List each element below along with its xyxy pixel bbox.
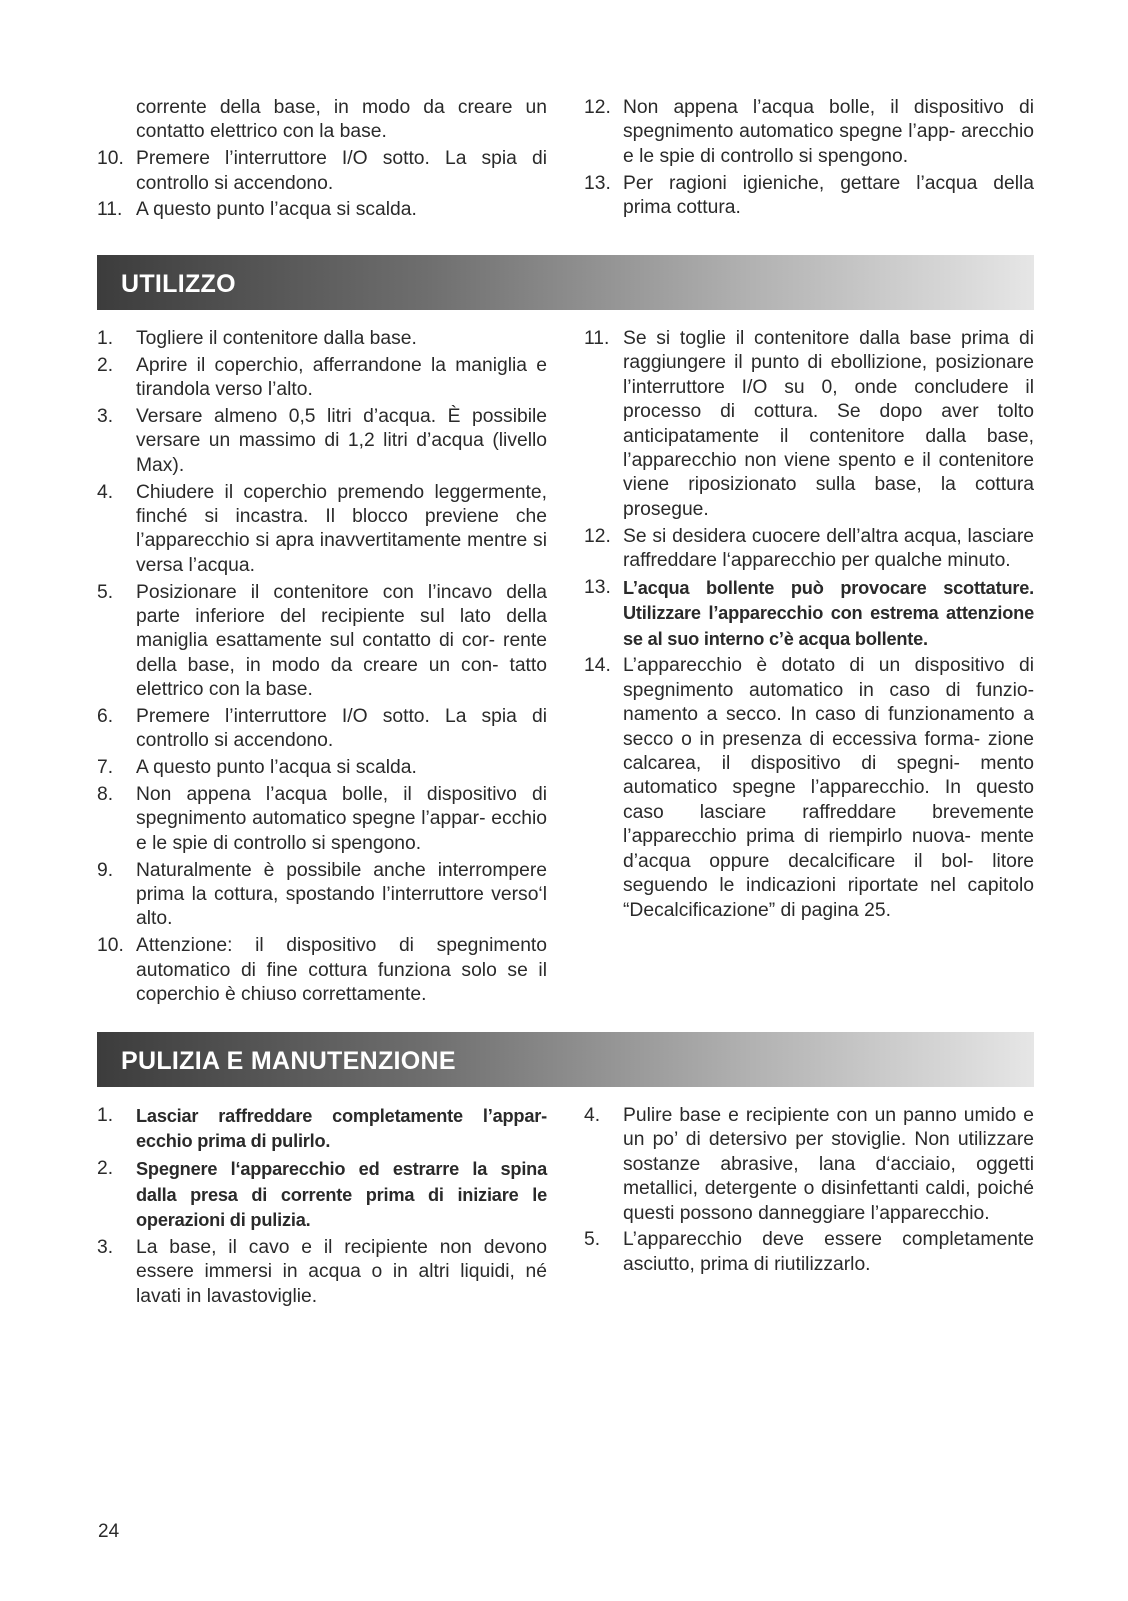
item-text: Pulire base e recipiente con un panno umido e un po’ di detersivo per stoviglie. Non utilizzare sostanze abrasive, lana d‘acciaio, oggetti metallici, detergente o disinfettanti caldi, poiché questi possono danneggiare l’apparecchio. [623,1105,1034,1224]
list-item [584,96,1034,169]
item-number: 6. [97,706,114,728]
section-title: PULIZIA E MANUTENZIONE [121,1047,456,1075]
list-item [584,654,1034,922]
item-number: 10. [97,935,124,957]
list-item [97,198,547,222]
list-item [97,147,547,196]
list-item [97,481,547,579]
item-text: Premere l’interruttore I/O sotto. La spia di controllo si accendono. [136,148,547,194]
item-number: 4. [97,481,114,503]
list-item [584,525,1034,574]
list-item [97,405,547,478]
item-text: A questo punto l’acqua si scalda. [136,199,417,221]
item-number: 13. [584,172,611,194]
item-text: Per ragioni igieniche, gettare l’acqua della prima cottura. [623,172,1034,219]
pulizia-left-list [97,1104,547,1309]
item-text: Versare almeno 0,5 litri d’acqua. È possibile versare un massimo di 1,2 litri d’acqua (livello Max). [136,406,547,476]
pulizia-left-column [97,1104,547,1311]
item-text: L’apparecchio deve essere completamente asciutto, prima di riutilizzarlo. [623,1229,1034,1275]
pulizia-right-list [584,1104,1034,1277]
utilizzo-right-list [584,327,1034,923]
item-text: A questo punto l’acqua si scalda. [136,757,417,779]
list-item [97,934,547,1007]
item-number: 10. [97,148,124,170]
list-item [97,783,547,856]
item-text: Naturalmente è possibile anche interrompere prima la cottura, spostando l’interruttore verso‘l alto. [136,859,547,930]
item-number: 11. [97,199,123,221]
item-text: Posizionare il contenitore con l’incavo della parte inferiore del recipiente sul lato della maniglia esattamente sul contatto di cor- rente della base, in modo da creare un con- tatto elettrico con la base. [136,581,547,701]
list-item [584,1228,1034,1277]
item-text: Togliere il contenitore dalla base. [136,328,417,349]
item-text: Aprire il coperchio, afferrandone la maniglia e tirandola verso l’alto. [136,354,547,401]
top-left-column [97,96,547,225]
page-number: 24 [98,1521,120,1542]
item-number: 5. [97,581,114,603]
list-item-warning [584,576,1034,652]
item-number: 13. [584,576,611,598]
item-number: 8. [97,784,114,806]
item-text: La base, il cavo e il recipiente non devono essere immersi in acqua o in altri liquidi, né lavati in lavastoviglie. [136,1236,547,1307]
utilizzo-right-column [584,327,1034,925]
item-text: Attenzione: il dispositivo di spegnimento automatico di fine cottura funziona solo se il coperchio è chiuso correttamente. [136,935,547,1006]
list-item-warning [97,1157,547,1233]
utilizzo-left-list [97,327,547,1007]
item-text: Chiudere il coperchio premendo leggermente, finché si incastra. Il blocco previene che l’apparecchio si apra inavvertitamente mentre si versa l’acqua. [136,481,547,576]
section-title: UTILIZZO [121,270,236,298]
item-number: 12. [584,525,611,547]
list-item [584,1104,1034,1226]
item-number: 11. [584,328,610,349]
item-number: 5. [584,1229,601,1251]
item-number: 9. [97,859,114,881]
item-number: 3. [97,406,114,427]
item-number: 12. [584,97,611,118]
item-number: 2. [97,354,114,376]
list-item-warning [97,1104,547,1155]
list-item [97,327,547,351]
section-header-utilizzo [97,255,1034,310]
item-text: L’apparecchio è dotato di un dispositivo di spegnimento automatico in caso di funzio- namento a secco. In caso di funzionamento a secco o in presenza di eccessiva forma- zione calcarea, il dispositivo di spegni- mento automatico spegne l’apparecchio. In questo caso lasciare raffreddare brevemente l’apparecchio prima di riempirlo nuova- mente d’acqua oppure decalcificare il bol- litore seguendo le indicazioni riportate nel capitolo “Decalcificazione” di pagina 25. [623,655,1034,921]
list-item [97,859,547,932]
item-text: L’acqua bollente può provocare scottature. Utilizzare l’apparecchio con estrema attenzione se al suo interno c’è acqua bollente. [623,577,1034,649]
item-text: Premere l’interruttore I/O sotto. La spia di controllo si accendono. [136,706,547,752]
section-header-pulizia [97,1032,1034,1087]
item-number: 2. [97,1158,114,1180]
list-item [97,581,547,703]
pulizia-right-column [584,1104,1034,1280]
item-text: Se si toglie il contenitore dalla base prima di raggiungere il punto di ebollizione, posizionare l’interruttore I/O su 0, onde concludere il processo di cottura. Se dopo aver tolto anticipatamente il contenitore dalla base, l’apparecchio non viene spento e il contenitore viene riposizionato sulla base, la cottura prosegue. [623,328,1034,520]
item-number: 14. [584,655,611,677]
item-number: 4. [584,1105,601,1126]
item-text: Non appena l’acqua bolle, il dispositivo di spegnimento automatico spegne l’app- arecchio e le spie di controllo si spengono. [623,97,1034,167]
item-text: Spegnere l‘apparecchio ed estrarre la spina dalla presa di corrente prima di iniziare le operazioni di pulizia. [136,1159,547,1231]
list-item [584,327,1034,522]
utilizzo-left-column [97,327,547,1010]
list-item [97,705,547,754]
item-number: 1. [97,328,114,349]
list-item [97,756,547,780]
list-item [97,1236,547,1309]
top-left-list [97,147,547,223]
top-right-column [584,96,1034,223]
list-item [97,354,547,403]
item-text: Se si desidera cuocere dell’altra acqua, lasciare raffreddare l‘apparecchio per qualche minuto. [623,525,1034,572]
item-number: 3. [97,1236,114,1258]
item-number: 1. [97,1105,114,1126]
top-right-list [584,96,1034,220]
item-text: Non appena l’acqua bolle, il dispositivo di spegnimento automatico spegne l’appar- ecchio e le spie di controllo si spengono. [136,784,547,854]
item-text: Lasciar raffreddare completamente l’appar- ecchio prima di pulirlo. [136,1106,547,1152]
list-item-continuation: corrente della base, in modo da creare un contatto elettrico con la base. [136,97,547,143]
list-item [584,172,1034,221]
item-number: 7. [97,757,114,779]
